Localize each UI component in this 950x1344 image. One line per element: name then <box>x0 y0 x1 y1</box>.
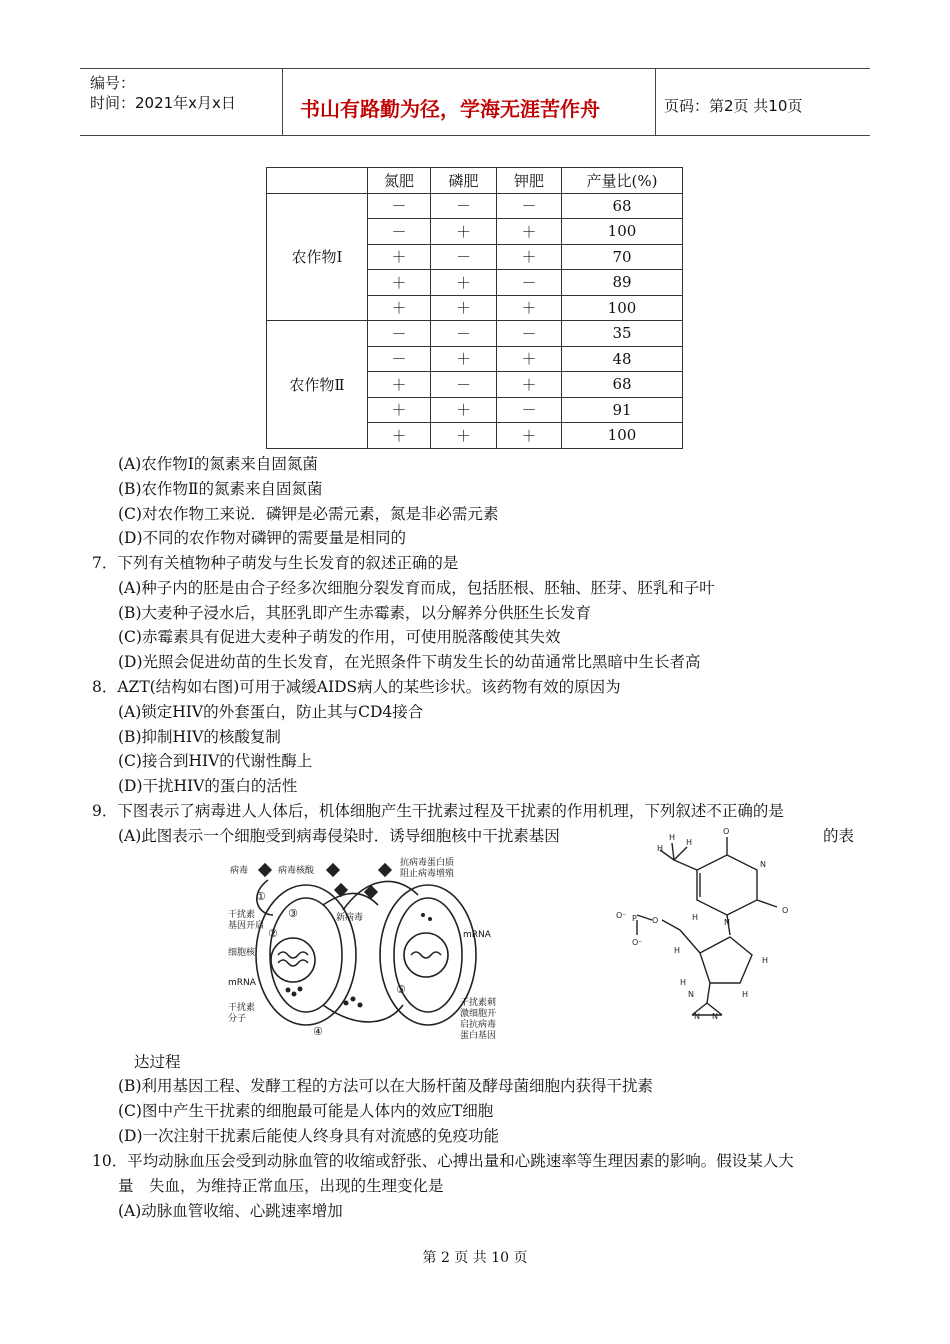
dna-wave <box>278 952 308 958</box>
h-bond <box>672 843 674 860</box>
atom-label: O⁻ <box>616 911 627 920</box>
table-cell: ＋ <box>368 244 431 270</box>
page-indicator: 页码：第2页 共10页 <box>664 97 803 115</box>
atom-label: H <box>762 956 769 965</box>
table-cell: － <box>497 321 562 347</box>
table-cell: 48 <box>562 346 683 372</box>
table-cell: 68 <box>562 372 683 398</box>
interferon-dot <box>292 992 297 997</box>
table-cell: ＋ <box>497 423 562 449</box>
ifn-transfer-arrow <box>323 1005 403 1022</box>
antiviral-dot <box>428 917 432 921</box>
doc-number-label: 编号： <box>90 74 136 92</box>
q9-option-a-cont: 达过程 <box>134 1053 181 1071</box>
atom-label: N <box>712 1012 718 1020</box>
header-top-rule <box>80 68 870 69</box>
atom-label: O <box>652 916 659 925</box>
atom-label: H <box>669 833 676 842</box>
q6-option-b: (B)农作物Ⅱ的氮素来自固氮菌 <box>118 480 323 498</box>
table-cell: ＋ <box>431 295 497 321</box>
table-row <box>267 193 683 219</box>
q10-stem-cont: 量 失血，为维持正常血压，出现的生理变化是 <box>118 1177 444 1195</box>
table-row <box>267 321 683 347</box>
virus-icon <box>378 863 392 877</box>
q9-option-d: (D)一次注射干扰素后能使人终身具有对流感的免疫功能 <box>118 1127 500 1145</box>
h-bond <box>674 847 687 860</box>
q6-option-a: (A)农作物Ⅰ的氮素来自固氮菌 <box>118 455 318 473</box>
label-mrna-left: mRNA <box>228 978 256 988</box>
table-header-cell: 产量比(%) <box>562 168 683 194</box>
q7-stem: 7．下列有关植物种子萌发与生长发育的叙述正确的是 <box>92 554 459 572</box>
table-cell: － <box>368 321 431 347</box>
interferon-dot <box>298 987 303 992</box>
step-2: ② <box>268 927 278 940</box>
table-cell: ＋ <box>497 244 562 270</box>
atom-label: H <box>742 990 749 999</box>
methyl-bond <box>674 860 697 870</box>
table-cell: － <box>431 372 497 398</box>
label-ifn-molecule: 干扰素 <box>228 1003 256 1013</box>
header-divider <box>282 68 283 136</box>
q10-stem: 10．平均动脉血压会受到动脉血管的收缩或舒张、心搏出量和心跳速率等生理因素的影响。假设某人大 <box>92 1152 794 1170</box>
table-cell: 70 <box>562 244 683 270</box>
table-cell: ＋ <box>431 346 497 372</box>
table-header-cell: 钾肥 <box>497 168 562 194</box>
label-stim: 干扰素刺 <box>460 998 497 1008</box>
atom-label: H <box>686 838 693 847</box>
table-cell: ＋ <box>431 397 497 423</box>
step-5: ⑤ <box>396 983 406 996</box>
atom-label: N <box>724 918 730 927</box>
table-cell: 68 <box>562 193 683 219</box>
atom-label: H <box>692 913 699 922</box>
table-cell: ＋ <box>497 372 562 398</box>
label-nucleus: 细胞核 <box>228 948 256 958</box>
q8-option-b: (B)抑制HIV的核酸复制 <box>118 728 281 746</box>
label-antiviral: 抗病毒蛋白质 <box>400 858 455 868</box>
atom-label: H <box>657 844 664 853</box>
header-bottom-rule <box>80 135 870 136</box>
atom-label: N <box>760 860 766 869</box>
label-virus: 病毒 <box>230 866 249 876</box>
atom-label: O⁻ <box>632 938 643 947</box>
q7-option-b: (B)大麦种子浸水后，其胚乳即产生赤霉素，以分解养分供胚生长发育 <box>118 604 591 622</box>
atom-label: H <box>680 978 687 987</box>
fertilizer-yield-table <box>266 167 683 449</box>
table-cell: ＋ <box>368 295 431 321</box>
q7-option-c: (C)赤霉素具有促进大麦种子萌发的作用，可使用脱落酸使其失效 <box>118 628 561 646</box>
antiviral-dot <box>421 913 425 917</box>
label-mrna-right: mRNA <box>463 930 491 940</box>
step-3: ③ <box>288 907 298 920</box>
table-cell: 89 <box>562 270 683 296</box>
q10-option-a: (A)动脉血管收缩、心跳速率增加 <box>118 1202 343 1220</box>
table-cell: 100 <box>562 219 683 245</box>
table-cell: ＋ <box>497 219 562 245</box>
q9-option-b: (B)利用基因工程、发酵工程的方法可以在大肠杆菌及酵母菌细胞内获得干扰素 <box>118 1077 653 1095</box>
q8-option-d: (D)干扰HIV的蛋白的活性 <box>118 777 298 795</box>
table-header-cell: 氮肥 <box>368 168 431 194</box>
table-cell: 100 <box>562 295 683 321</box>
table-cell: 91 <box>562 397 683 423</box>
release-arrow <box>343 881 418 910</box>
label-ifn-molecule2: 分子 <box>228 1014 247 1024</box>
atom-label: P <box>632 914 637 923</box>
table-cell: ＋ <box>368 397 431 423</box>
label-ifn-gene: 干扰素 <box>228 910 256 920</box>
o-bond <box>662 920 680 930</box>
group-label: 农作物Ⅱ <box>267 321 368 449</box>
doc-date-label: 时间：2021年x月x日 <box>90 94 236 112</box>
q9-option-a-start: (A)此图表示一个细胞受到病毒侵染时．诱导细胞核中干扰素基因 <box>118 827 560 845</box>
table-cell: ＋ <box>497 295 562 321</box>
table-cell: ＋ <box>431 423 497 449</box>
label-new-virus: 新病毒 <box>336 913 364 923</box>
sugar-ring <box>700 937 752 983</box>
table-cell: ＋ <box>368 423 431 449</box>
group-label: 农作物Ⅰ <box>267 193 368 321</box>
atom-label: N <box>688 990 694 999</box>
q8-option-c: (C)接合到HIV的代谢性酶上 <box>118 752 313 770</box>
phosphate-bond <box>637 915 652 920</box>
carbonyl-bond <box>757 900 777 907</box>
pyrimidine-ring <box>697 855 757 915</box>
step-4: ④ <box>313 1025 323 1038</box>
dna-wave <box>411 952 441 958</box>
label-stim: 启抗病毒 <box>460 1020 497 1030</box>
step-1: ① <box>256 890 266 903</box>
table-header-cell: 磷肥 <box>431 168 497 194</box>
page-footer: 第 2 页 共 10 页 <box>422 1250 528 1266</box>
table-cell: － <box>497 193 562 219</box>
virus-icon <box>326 863 340 877</box>
q6-option-c: (C)对农作物工来说．磷钾是必需元素，氮是非必需元素 <box>118 505 499 523</box>
label-ifn-gene-on: 基因开启 <box>228 921 265 931</box>
interferon-dot <box>286 988 291 993</box>
table-cell: 35 <box>562 321 683 347</box>
q9-option-a-end: 的表 <box>823 827 855 845</box>
interferon-dot <box>358 1003 363 1008</box>
interferon-mechanism-diagram <box>228 855 518 1040</box>
table-cell: － <box>368 193 431 219</box>
table-cell: ＋ <box>368 270 431 296</box>
table-cell: － <box>497 270 562 296</box>
atom-label: O <box>782 906 789 915</box>
label-stim: 激细胞开 <box>460 1009 497 1019</box>
atom-label: O <box>723 827 730 836</box>
left-nucleus <box>271 938 315 982</box>
table-cell: － <box>431 321 497 347</box>
azt-structure-diagram <box>612 825 817 1020</box>
table-cell: － <box>368 219 431 245</box>
header-divider <box>655 68 656 136</box>
interferon-dot <box>344 1001 349 1006</box>
q8-option-a: (A)锁定HIV的外套蛋白，防止其与CD4接合 <box>118 703 424 721</box>
q9-stem: 9．下图表示了病毒进人人体后，机体细胞产生干扰素过程及干扰素的作用机理，下列叙述不正确的是 <box>92 802 784 820</box>
table-cell: － <box>431 244 497 270</box>
label-virus-na: 病毒核酸 <box>278 866 315 876</box>
q8-stem: 8．AZT(结构如右图)可用于减缓AIDS病人的某些诊状。该药物有效的原因为 <box>92 678 621 696</box>
table-cell: 100 <box>562 423 683 449</box>
motto: 书山有路勤为径，学海无涯苦作舟 <box>300 97 600 121</box>
table-cell: ＋ <box>431 219 497 245</box>
table-header-cell <box>267 168 368 194</box>
table-cell: － <box>368 346 431 372</box>
table-cell: － <box>497 397 562 423</box>
atom-label: N <box>694 1012 700 1020</box>
table-cell: － <box>431 193 497 219</box>
table-cell: ＋ <box>368 372 431 398</box>
right-nucleus <box>404 933 448 977</box>
atom-label: H <box>674 946 681 955</box>
left-cell-inner <box>270 898 342 1012</box>
virus-icon <box>258 863 272 877</box>
q7-option-a: (A)种子内的胚是由合子经多次细胞分裂发育而成，包括胚根、胚轴、胚芽、胚乳和子叶 <box>118 579 715 597</box>
ch2-bond <box>680 930 700 953</box>
q9-option-c: (C)图中产生干扰素的细胞最可能是人体内的效应T细胞 <box>118 1102 494 1120</box>
dna-wave <box>278 960 308 966</box>
azide-bond <box>707 983 710 1003</box>
q7-option-d: (D)光照会促进幼苗的生长发育，在光照条件下萌发生长的幼苗通常比黑暗中生长者高 <box>118 653 701 671</box>
label-antiviral2: 阻止病毒增殖 <box>400 869 455 879</box>
table-cell: ＋ <box>431 270 497 296</box>
label-stim: 蛋白基因 <box>460 1031 497 1040</box>
interferon-dot <box>351 997 356 1002</box>
table-cell: ＋ <box>497 346 562 372</box>
q6-option-d: (D)不同的农作物对磷钾的需要量是相同的 <box>118 529 407 547</box>
